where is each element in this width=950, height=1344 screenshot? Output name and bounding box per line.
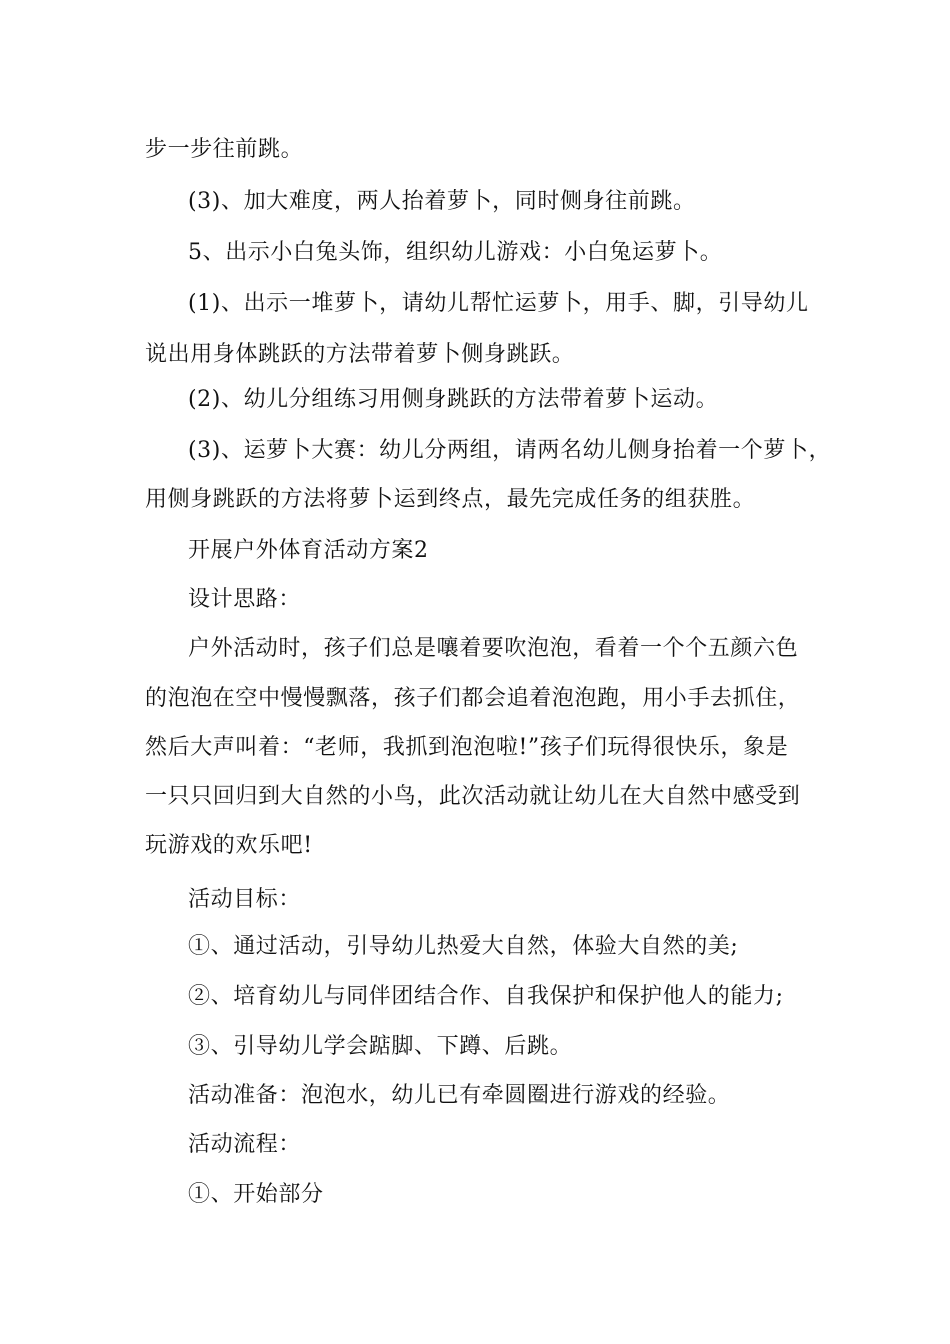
list-item: ②、培育幼儿与同伴团结合作、自我保护和保护他人的能力; [188, 984, 784, 1009]
list-item: ①、通过活动，引导幼儿热爱大自然，体验大自然的美; [188, 934, 739, 959]
paragraph-line: 玩游戏的欢乐吧! [145, 833, 313, 858]
paragraph-line: 说出用身体跳跃的方法带着萝卜侧身跳跃。 [145, 342, 575, 367]
paragraph-line: 活动准备：泡泡水，幼儿已有牵圆圈进行游戏的经验。 [188, 1083, 731, 1108]
section-heading: 开展户外体育活动方案2 [188, 538, 429, 563]
list-item: ①、开始部分 [188, 1182, 324, 1207]
paragraph-line: 用侧身跳跃的方法将萝卜运到终点，最先完成任务的组获胜。 [145, 487, 756, 512]
paragraph-line: (2)、幼儿分组练习用侧身跳跃的方法带着萝卜运动。 [188, 387, 719, 412]
paragraph-line: 的泡泡在空中慢慢飘落，孩子们都会追着泡泡跑，用小手去抓住， [145, 686, 801, 711]
subheading: 活动目标： [188, 887, 302, 912]
paragraph-line: 户外活动时，孩子们总是嚷着要吹泡泡，看着一个个五颜六色 [188, 636, 799, 661]
paragraph-line: 然后大声叫着：“老师，我抓到泡泡啦!”孩子们玩得很快乐，象是 [145, 735, 789, 760]
list-item: ③、引导幼儿学会踮脚、下蹲、后跳。 [188, 1034, 573, 1059]
paragraph-line: (1)、出示一堆萝卜，请幼儿帮忙运萝卜，用手、脚，引导幼儿 [188, 291, 809, 316]
paragraph-line: 5、出示小白兔头饰，组织幼儿游戏：小白兔运萝卜。 [188, 240, 723, 265]
subheading: 设计思路： [188, 587, 302, 612]
paragraph-line: (3)、运萝卜大赛：幼儿分两组，请两名幼儿侧身抬着一个萝卜， [188, 438, 832, 463]
paragraph-line: 一只只回归到大自然的小鸟，此次活动就让幼儿在大自然中感受到 [145, 784, 801, 809]
subheading: 活动流程： [188, 1132, 302, 1157]
paragraph-line: (3)、加大难度，两人抬着萝卜，同时侧身往前跳。 [188, 189, 696, 214]
paragraph-line: 步一步往前跳。 [145, 137, 304, 162]
